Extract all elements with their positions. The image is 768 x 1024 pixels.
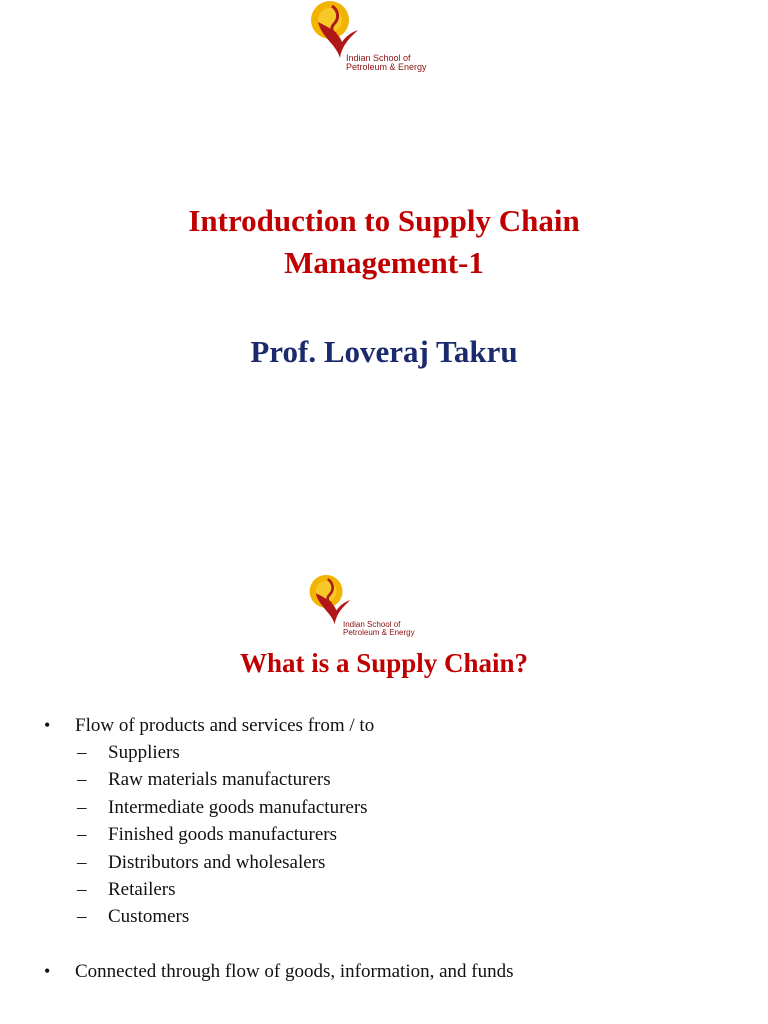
dash-marker: – (77, 851, 87, 873)
isp-logo (307, 574, 422, 642)
spacer (40, 931, 760, 958)
bullet-text: Connected through flow of goods, information, and funds (75, 960, 514, 982)
dash-marker: – (77, 879, 87, 901)
bullet-marker: • (44, 960, 51, 981)
dash-marker: – (77, 796, 87, 818)
logo-line-2: Petroleum & Energy (343, 628, 415, 638)
logo-line-1: Indian School of (346, 53, 411, 63)
bullet-text: Flow of products and services from / to (75, 715, 375, 736)
sub-bullet-text: Raw materials manufacturers (108, 769, 331, 791)
slide-title-line-1: Introduction to Supply Chain (188, 203, 580, 238)
slide-title (0, 200, 768, 284)
sub-bullet-text: Retailers (108, 879, 176, 901)
sub-bullet-text: Customers (108, 906, 190, 928)
sub-bullet-item (75, 849, 760, 876)
content-slide (0, 512, 768, 1024)
logo-emblem-icon (307, 574, 359, 626)
logo-text (346, 54, 427, 73)
dash-marker: – (77, 824, 87, 846)
sub-bullet-item (75, 903, 760, 930)
bullet-item (40, 712, 760, 739)
sub-bullet-item (75, 739, 760, 766)
isp-logo (308, 0, 438, 78)
sub-bullet-text: Distributors and wholesalers (108, 851, 326, 873)
logo-emblem-icon (308, 0, 368, 60)
sub-bullet-item (75, 766, 760, 793)
logo-line-1: Indian School of (343, 620, 401, 629)
slide-title: What is a Supply Chain? (239, 648, 529, 678)
bullet-marker: • (44, 715, 51, 735)
sub-bullet-text: Intermediate goods manufacturers (108, 796, 368, 818)
sub-bullet-text: Finished goods manufacturers (108, 824, 338, 846)
sub-bullet-item (75, 876, 760, 903)
bullet-item (40, 958, 760, 985)
sub-bullet-list (75, 739, 760, 931)
slide-title-line-2: Management-1 (284, 245, 484, 280)
dash-marker: – (77, 742, 87, 763)
dash-marker: – (77, 769, 87, 791)
logo-line-2: Petroleum & Energy (346, 62, 427, 73)
logo-text (343, 621, 415, 638)
author-name: Prof. Loveraj Takru (250, 334, 518, 369)
sub-bullet-item (75, 794, 760, 821)
bullet-list (40, 712, 760, 985)
sub-bullet-item (75, 821, 760, 848)
sub-bullet-text: Suppliers (108, 742, 180, 763)
dash-marker: – (77, 906, 87, 928)
